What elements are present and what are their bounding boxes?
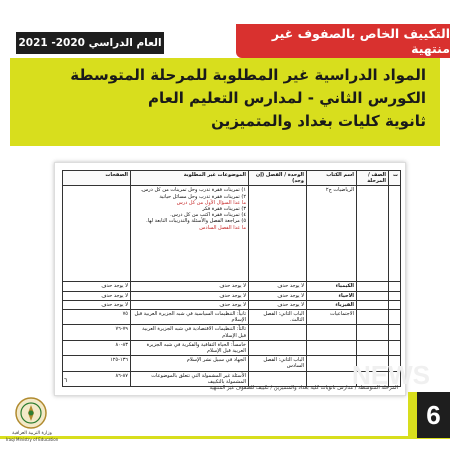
subject-cell: الاحياء: [307, 291, 357, 300]
unit-cell: [249, 356, 307, 371]
unit-cell: لا يوجد حذف: [249, 300, 307, 309]
table-row: [63, 310, 401, 325]
unit-cell: لا يوجد حذف: [249, 291, 307, 300]
list-item: ٢) تمرينات فقرة تدرب وحل مسائل حياتية: [159, 193, 246, 200]
curriculum-table: [62, 170, 401, 387]
pages-cell: ٨٧-٨٦: [63, 371, 131, 386]
topics-cell: خامساً: الحياة الثقافية والفكرية في شبه الجزيرة العربية قبل الإسلام: [131, 340, 249, 355]
pages-cell: ١٣٦-١٢٥: [63, 356, 131, 371]
subject-cell: الفيزياء: [307, 300, 357, 309]
topics-cell: ثالثاً: التنظيمات الاقتصادية في شبه الجزيرة العربية قبل الإسلام: [131, 325, 249, 340]
topics-cell: ثانياً: التنظيمات السياسية في شبه الجزيرة العربية قبل الإسلام: [131, 310, 249, 325]
table-row: [63, 340, 401, 355]
table-row: [63, 325, 401, 340]
red-note: ما عدا الفصل السادس: [199, 224, 246, 231]
ministry-name-ar: وزارة التربية العراقية: [12, 431, 52, 436]
unit-cell: الباب الثاني: الفصل الثالث.: [249, 310, 307, 325]
bottom-accent-line: [0, 436, 450, 439]
banner-title-line2: الكورس الثاني - لمدارس التعليم العام: [148, 89, 426, 107]
ministry-name-en: Iraqi Ministry of Education: [5, 437, 59, 442]
subject-cell: الاجتماعيات: [307, 310, 357, 325]
topics-cell: [131, 186, 249, 282]
banner-title-line3: ثانوية كليات بغداد والمتميزين: [211, 112, 426, 130]
header-class: الصف /المرحلة: [357, 171, 389, 186]
header-topics: الموضوعات غير المطلوبة: [131, 171, 249, 186]
document-page-number: ٦: [64, 377, 68, 384]
list-item: ١) تمرينات فقرة تدرب وحل تمرينات من كل درس.: [140, 187, 246, 194]
pages-cell: لا يوجد حذف: [63, 282, 131, 291]
banner-title-line1: المواد الدراسية غير المطلوبة للمرحلة المتوسطة: [70, 66, 426, 84]
pages-cell: ٨٣-٨٠: [63, 340, 131, 355]
list-item: ٤) تمرينات فقرة اكتب من كل درس.: [170, 212, 246, 219]
math-book: الرياضيات ج٢: [325, 187, 354, 194]
header-tag: التكييف الخاص بالصفوف غير منتهية: [236, 24, 450, 58]
header-unit: الوحدة / الفصل (إن وجد): [249, 171, 307, 186]
list-item: ٥) مراجعة الفصل والأسئلة والتدريبات التابعة لها.: [146, 218, 246, 225]
table-row: [63, 300, 401, 309]
topics-cell: لا يوجد حذف: [131, 282, 249, 291]
pages-cell: لا يوجد حذف: [63, 300, 131, 309]
header-book: اسم الكتاب: [307, 171, 357, 186]
topics-cell: لا يوجد حذف: [131, 300, 249, 309]
red-note: ما عدا السؤال الأول من كل درس: [176, 199, 246, 206]
table-row: [63, 186, 401, 282]
document-footer: المرحلة المتوسطة / مدارس ثانويات كلية بغداد والمتميزين / تكييف للصفوف غير المنتهية: [209, 385, 398, 391]
list-item: ٣) تمرينات فقرة فكر: [202, 206, 246, 213]
subject-cell: الكيمياء: [307, 282, 357, 291]
pages-cell: ٧٥: [63, 310, 131, 325]
unit-label: الباب الثاني: الفصل السادس: [263, 357, 304, 370]
topics-cell: لا يوجد حذف: [131, 291, 249, 300]
page-box-accent: [408, 392, 417, 438]
table-row: [63, 291, 401, 300]
topics-cell: الجهاد في سبيل نشر الإسلام: [131, 356, 249, 371]
academic-year-badge: العام الدراسي 2020- 2021: [16, 32, 164, 54]
table-header-row: [63, 171, 401, 186]
table-row: [63, 282, 401, 291]
header-pages: الصفحات: [63, 171, 131, 186]
page-number-box: 6: [417, 392, 450, 438]
pages-cell: لا يوجد حذف: [63, 291, 131, 300]
watermark: NEWS: [352, 360, 430, 390]
header-seq: ت: [389, 171, 401, 186]
pages-cell: ٧٩-٧٦: [63, 325, 131, 340]
ministry-logo-icon: [14, 396, 48, 430]
topics-cell: الأسئلة غير المشمولة التي تتعلق بالموضوعات المشمولة بالتكييف: [131, 371, 249, 386]
table-row: [63, 356, 401, 371]
book-cell: [307, 186, 357, 282]
unit-cell: لا يوجد حذف: [249, 282, 307, 291]
